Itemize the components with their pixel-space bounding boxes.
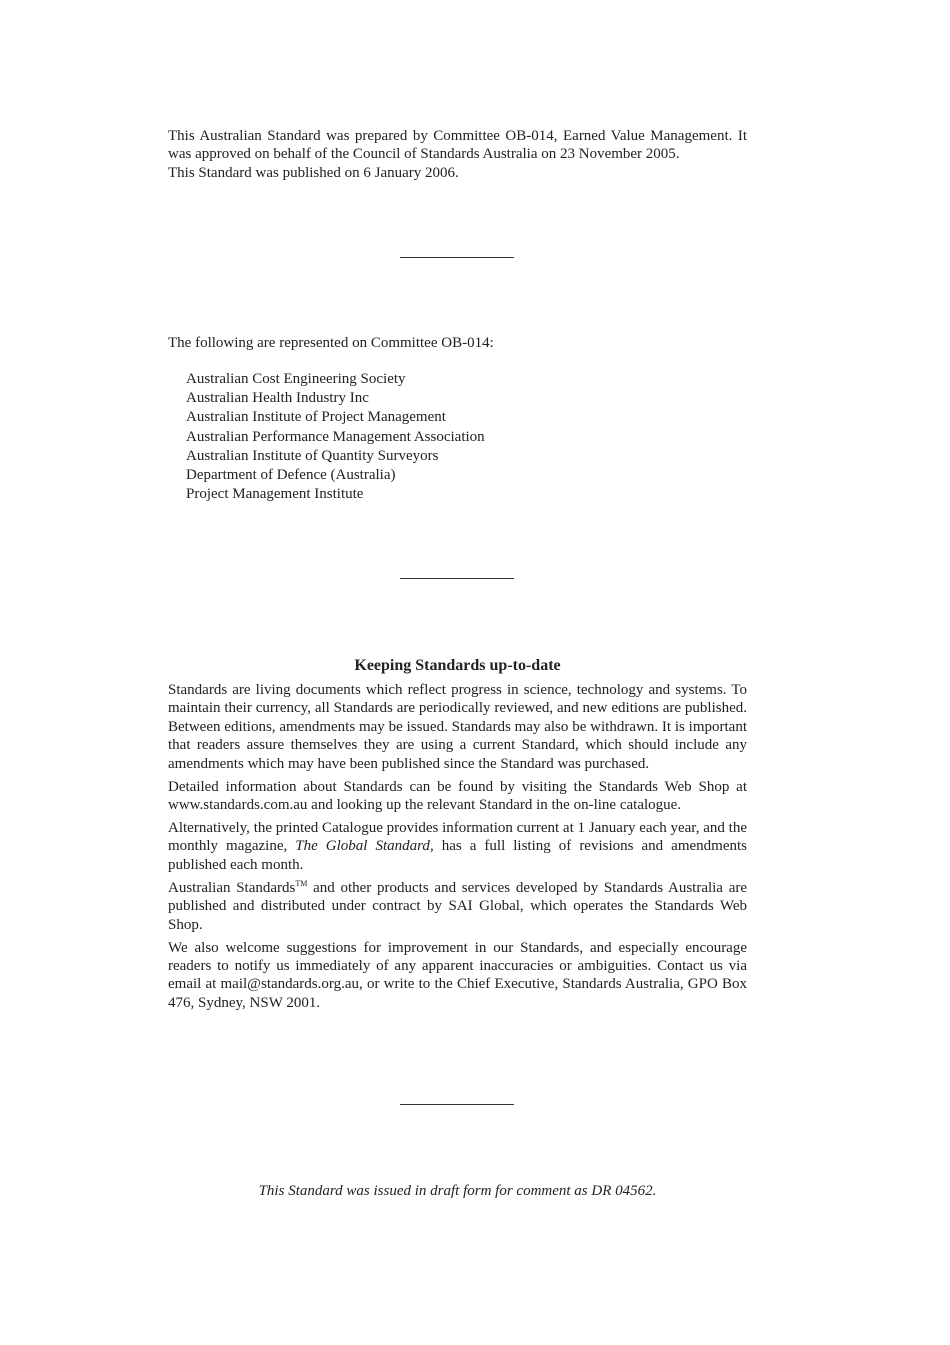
- paragraph-web-shop: Detailed information about Standards can be found by visiting the Standards Web Shop at www.standards.com.au and looking up the relevant Standard in the on-line catalogue.: [168, 778, 747, 814]
- catalogue-text: Alternatively, the printed Catalogue provides information current at 1 January each year, and the monthly magazine,: [168, 820, 747, 855]
- committee-intro: The following are represented on Committee OB-014:: [168, 335, 494, 351]
- draft-note: This Standard was issued in draft form for comment as DR 04562.: [258, 1183, 657, 1199]
- committee-member: Australian Health Industry Inc: [186, 390, 369, 407]
- committee-member: Australian Institute of Quantity Surveyors: [186, 447, 439, 464]
- sai-global-text: and other products and services developed by Standards Australia are published and distributed under contract by SAI Global, which operates the Standards Web Shop.: [168, 879, 748, 933]
- committee-member-list: [186, 370, 485, 504]
- paragraph-living-documents: Standards are living documents which reflect progress in science, technology and systems. To maintain their currency, all Standards are periodically reviewed, and new editions are published. Between editions, amendments may be issued. Standards may also be withdrawn. It is important that readers assure themselves they are using a current Standard, which should include any amendments which may have been published since the Standard was purchased.: [168, 682, 747, 772]
- committee-member: Australian Institute of Project Management: [186, 409, 446, 426]
- catalogue-text-end: , has a full listing of revisions and amendments published each month.: [168, 838, 747, 873]
- section-divider: [400, 578, 514, 579]
- section-divider: [400, 257, 514, 258]
- approval-text: This Australian Standard was prepared by Committee OB-014, Earned Value Management. It was approved on behalf of the Council of Standards Australia on 23 November 2005.: [168, 128, 747, 163]
- committee-member: Australian Cost Engineering Society: [186, 371, 406, 387]
- publication-date-text: This Standard was published on 6 January 2006.: [168, 164, 459, 181]
- paragraph-sai-global: [168, 879, 747, 934]
- trademark-text: Australian Standards: [168, 879, 296, 896]
- section-heading: Keeping Standards up-to-date: [354, 657, 561, 674]
- keeping-up-to-date-section: [168, 681, 747, 1017]
- approval-statement: [168, 127, 747, 182]
- paragraph-catalogue: [168, 819, 747, 874]
- committee-member: Australian Performance Management Association: [186, 428, 485, 445]
- paragraph-suggestions: We also welcome suggestions for improvement in our Standards, and especially encourage readers to notify us immediately of any apparent inaccuracies or ambiguities. Contact us via email at mail@standards.org.au, or write to the Chief Executive, Standards Australia, GPO Box 476, Sydney, NSW 2001.: [168, 939, 747, 1011]
- section-divider: [400, 1104, 514, 1105]
- trademark-symbol: TM: [295, 878, 308, 888]
- committee-member: Department of Defence (Australia): [186, 467, 396, 484]
- magazine-title: The Global Standard: [295, 838, 430, 855]
- committee-member: Project Management Institute: [186, 486, 364, 503]
